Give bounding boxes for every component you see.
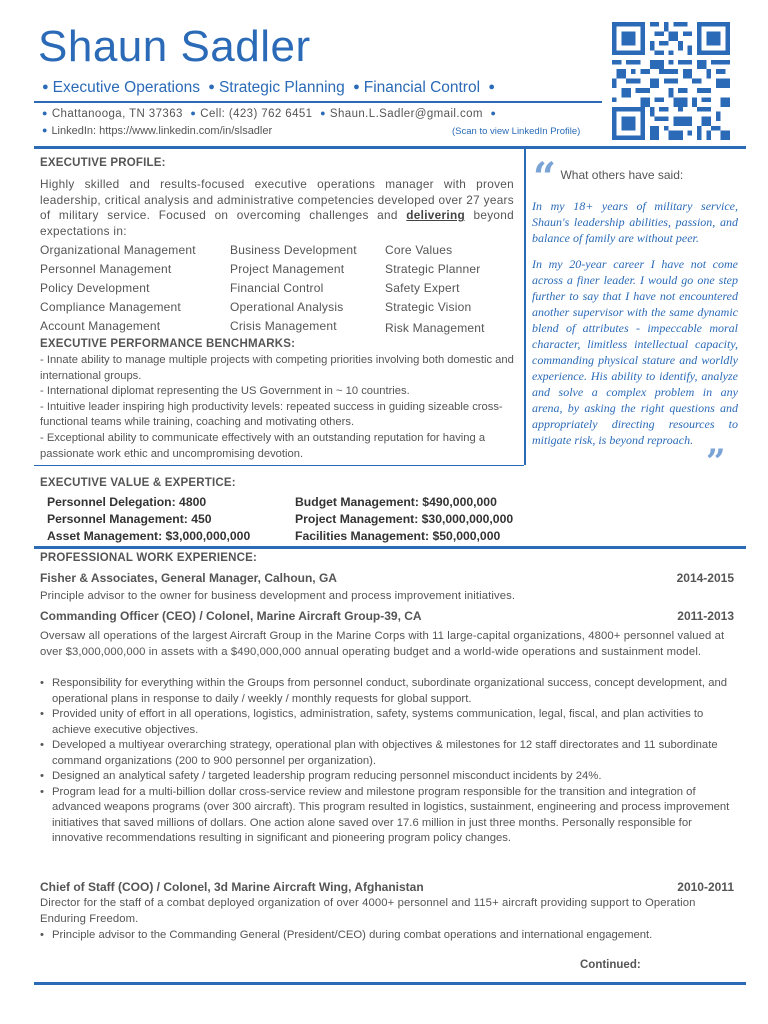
- profile-summary: Highly skilled and results-focused executive operations manager with proven leadership, critical analysis and administrative competencies developed over 27 years of military service. Focused on overcoming challenges and delivering beyond expectations in:: [40, 177, 515, 238]
- skill-item: Organizational Management: [40, 243, 196, 257]
- location: Chattanooga, TN 37363: [51, 108, 183, 120]
- value-item: Budget Management: $490,000,000: [295, 495, 497, 509]
- skill-item: Operational Analysis: [230, 300, 344, 314]
- tagline: ● Executive Operations ● Strategic Planning ● Financial Control ●: [42, 79, 496, 96]
- section-divider: [34, 146, 746, 149]
- skill-item: Project Management: [230, 262, 345, 276]
- skill-item: Crisis Management: [230, 319, 337, 333]
- skill-item: Personnel Management: [40, 262, 172, 276]
- profile-heading: EXECUTIVE PROFILE:: [40, 157, 166, 169]
- value-item: Asset Management: $3,000,000,000: [47, 529, 251, 543]
- footer-divider: [34, 982, 746, 985]
- skill-item: Safety Expert: [385, 281, 460, 295]
- benchmark-item: - Intuitive leader inspiring high productivity levels: repeated success in guiding sizeable cross-functional teams while training, coaching and motivating others.: [40, 400, 503, 429]
- tagline-item: Financial Control: [363, 79, 481, 96]
- list-item: • Responsibility for everything within the Groups from personnel conduct, subordinate organizational success, concept development, and operational plans in response to daily / weekly / monthly requests for global support.: [40, 676, 742, 707]
- skill-item: Core Values: [385, 243, 453, 257]
- list-item: • Principle advisor to the Commanding General (President/CEO) during combat operations and international engagement.: [40, 928, 742, 944]
- skill-item: Strategic Planner: [385, 262, 481, 276]
- job-summary: Oversaw all operations of the largest Aircraft Group in the Marine Corps with 11 large-capital organizations, 4800+ personnel valued at over $3,000,000,000 in assets with a $490,000,000 annual operating budget and a world-wide operations and sustainment model.: [40, 630, 725, 658]
- job-summary: Principle advisor to the owner for business development and process improvement initiatives.: [40, 590, 516, 602]
- header-divider: [34, 101, 602, 103]
- job-title: Fisher & Associates, General Manager, Calhoun, GA: [40, 571, 337, 585]
- benchmarks-list: [40, 353, 516, 462]
- benchmarks-heading: EXECUTIVE PERFORMANCE BENCHMARKS:: [40, 338, 296, 350]
- job-dates: 2014-2015: [676, 571, 734, 585]
- skill-item: Account Management: [40, 319, 161, 333]
- value-item: Personnel Management: 450: [47, 512, 212, 526]
- skill-item: Business Development: [230, 243, 357, 257]
- value-item: Facilities Management: $50,000,000: [295, 529, 501, 543]
- value-heading: EXECUTIVE VALUE & EXPERTICE:: [40, 477, 236, 489]
- benchmark-item: - Exceptional ability to communicate effectively with an outstanding reputation for having a passionate work ethic and uncompromising devotion.: [40, 431, 486, 460]
- emphasis-delivering: delivering: [406, 208, 465, 222]
- skill-item: Strategic Vision: [385, 300, 472, 314]
- continued-label: Continued:: [580, 959, 641, 971]
- qr-code-icon[interactable]: [612, 22, 730, 140]
- benchmark-item: - Innate ability to manage multiple projects with competing priorities involving both domestic and international groups.: [40, 354, 514, 382]
- cell-phone[interactable]: Cell: (423) 762 6451: [200, 108, 313, 120]
- job-title: Commanding Officer (CEO) / Colonel, Marine Aircraft Group-39, CA: [40, 609, 422, 623]
- testimonials-heading: “ What others have said:: [533, 154, 684, 201]
- list-item: • Provided unity of effort in all operations, logistics, administration, safety, systems communication, legal, fiscal, and plan activities to achieve executive objectives.: [40, 707, 742, 738]
- experience-heading: PROFESSIONAL WORK EXPERIENCE:: [40, 552, 258, 564]
- job-bullets: [40, 928, 742, 944]
- column-divider: [524, 147, 526, 465]
- tagline-item: Executive Operations: [52, 79, 200, 96]
- list-item: • Program lead for a multi-billion dollar cross-service review and milestone program responsible for the transition and integration of advanced weapons programs (over 300 aircraft). This program resulted in logistics, sustainment, engineering and process improvement initiatives that saved millions of dollars. One action alone saved over 17.6 million in just three months. Personally responsible for innovative recommendations resulting in significant and pioneering program policy changes.: [40, 785, 742, 847]
- testimonial-quote: In my 18+ years of military service, Shaun's leadership abilities, passion, and balance of family are without peer.: [532, 199, 738, 245]
- quote-close-icon: ”: [706, 442, 726, 482]
- job-summary: Director for the staff of a combat deployed organization of over 4000+ personnel and 115+ aircraft providing support to Operation Enduring Freedom.: [40, 897, 696, 925]
- value-item: Project Management: $30,000,000,000: [295, 512, 514, 526]
- job-dates: 2011-2013: [677, 609, 734, 623]
- linkedin-line: ● LinkedIn: https://www.linkedin.com/in/slsadler: [42, 125, 273, 137]
- quote-open-icon: “: [533, 154, 557, 201]
- skill-item: Risk Management: [385, 321, 485, 335]
- job-title: Chief of Staff (COO) / Colonel, 3d Marine Aircraft Wing, Afghanistan: [40, 880, 424, 894]
- candidate-name: Shaun Sadler: [38, 22, 311, 71]
- section-divider: [34, 465, 524, 466]
- list-item: • Developed a multiyear overarching strategy, operational plan with objectives & milestones for 12 staff directorates and 11 subordinate command organizations (200 to 900 personnel per organization).: [40, 738, 742, 769]
- section-divider: [34, 546, 746, 549]
- tagline-item: Strategic Planning: [218, 79, 345, 96]
- skill-item: Compliance Management: [40, 300, 181, 314]
- scan-note: (Scan to view LinkedIn Profile): [452, 126, 581, 137]
- email-link[interactable]: Shaun.L.Sadler@gmail.com: [329, 108, 483, 120]
- list-item: • Designed an analytical safety / targeted leadership program reducing personnel misconduct incidents by 24%.: [40, 769, 742, 785]
- testimonial-quote: In my 20-year career I have not come across a finer leader. I would go one step further to say that I have not encountered another supervisor with the same dynamic blend of attributes - impeccable moral character, limitless intellectual capacity, commanding physical stature and worldly experience. His ability to identify, analyze and solve a complex problem in any arena, by asking the right questions and appropriately directing resources to mitigate risk, is beyond reproach.: [532, 257, 738, 447]
- benchmark-item: - International diplomat representing the US Government in ~ 10 countries.: [40, 385, 410, 398]
- linkedin-link[interactable]: LinkedIn: https://www.linkedin.com/in/slsadler: [51, 125, 273, 137]
- value-item: Personnel Delegation: 4800: [47, 495, 207, 509]
- skill-item: Policy Development: [40, 281, 150, 295]
- job-bullets: [40, 676, 742, 847]
- job-dates: 2010-2011: [677, 880, 734, 894]
- skill-item: Financial Control: [230, 281, 324, 295]
- contact-line: ● Chattanooga, TN 37363 ● Cell: (423) 762 6451 ● Shaun.L.Sadler@gmail.com ●: [42, 108, 497, 120]
